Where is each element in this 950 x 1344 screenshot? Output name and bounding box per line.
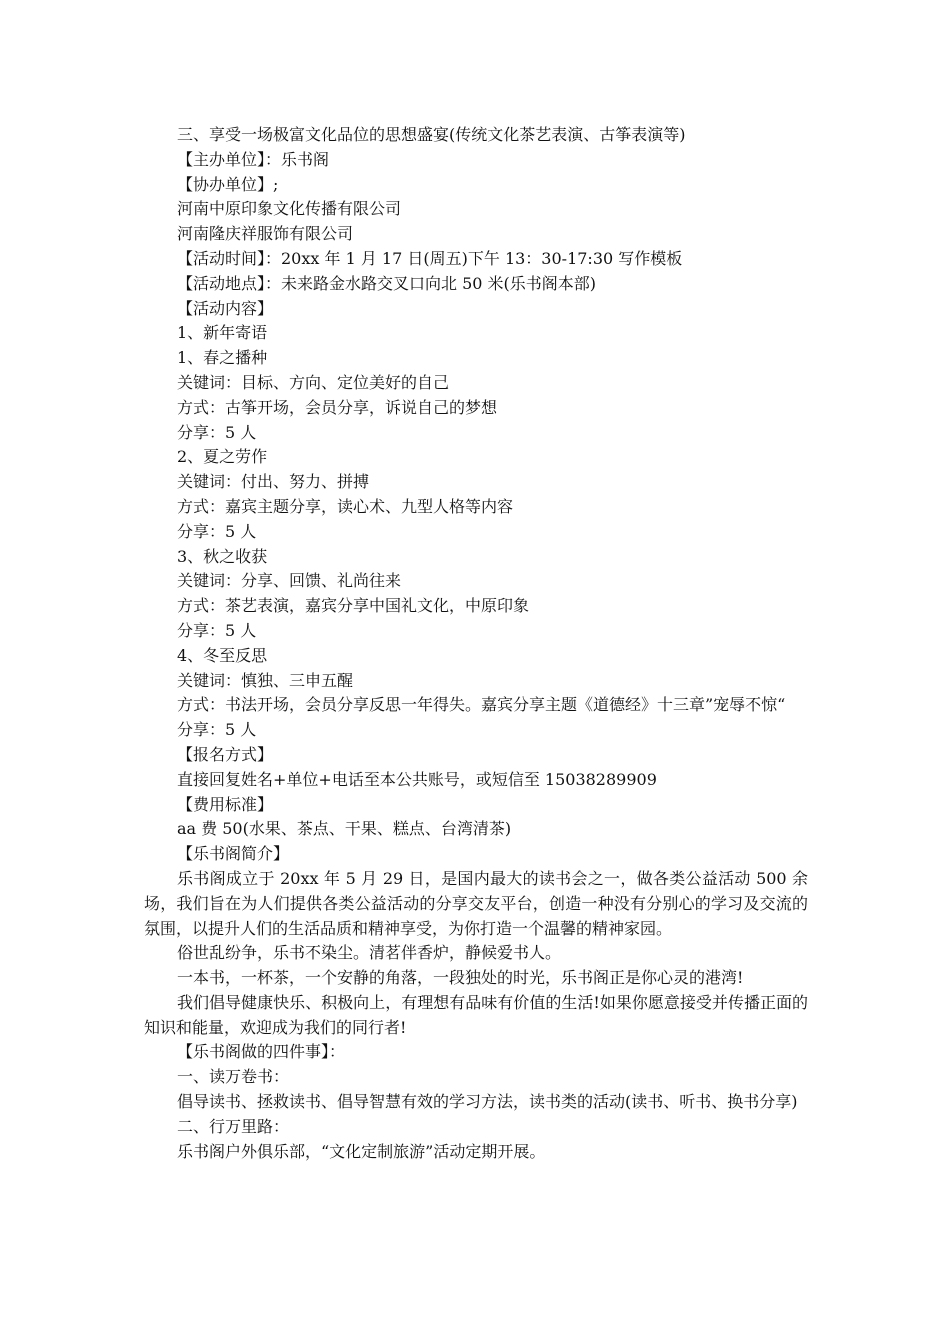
text-line: 【活动时间】：20xx 年 1 月 17 日(周五)下午 13：30-17:30 写作模板 <box>177 248 683 268</box>
text-line: 关键词：慎独、三申五醒 <box>177 670 354 690</box>
text-line: 河南隆庆祥服饰有限公司 <box>177 224 354 244</box>
text-line: 2、夏之劳作 <box>177 447 268 467</box>
text-line: 直接回复姓名+单位+电话至本公共账号，或短信至 15038289909 <box>177 769 657 789</box>
text-line: 方式：茶艺表演，嘉宾分享中国礼文化，中原印象 <box>177 596 530 616</box>
text-line: 关键词：付出、努力、拼搏 <box>177 472 370 492</box>
text-line: 三、享受一场极富文化品位的思想盛宴(传统文化茶艺表演、古筝表演等) <box>177 125 686 144</box>
text-line: 1、新年寄语 <box>177 323 268 343</box>
document-page <box>144 123 808 1164</box>
text-line: 河南中原印象文化传播有限公司 <box>177 199 402 219</box>
text-line: 二、行万里路： <box>177 1116 290 1136</box>
motto-paragraph: 俗世乱纷争，乐书不染尘。清茗伴香炉，静候爱书人。 <box>177 943 562 963</box>
text-line: 分享：5 人 <box>177 422 257 442</box>
reading-paragraph: 倡导读书、拯救读书、倡导智慧有效的学习方法，读书类的活动(读书、听书、换书分享) <box>177 1092 798 1112</box>
text-line: 【协办单位】; <box>177 174 279 194</box>
winter-method-paragraph: 方式：书法开场，会员分享反思一年得失。嘉宾分享主题《道德经》十三章”宠辱不惊“ <box>177 695 786 715</box>
text-line: 关键词：目标、方向、定位美好的自己 <box>177 372 450 392</box>
text-line: aa 费 50(水果、茶点、干果、糕点、台湾清茶) <box>177 819 512 839</box>
text-line: 分享：5 人 <box>177 521 257 541</box>
section-heading: 【乐书阁简介】 <box>177 844 290 864</box>
section-heading: 【报名方式】 <box>177 744 274 764</box>
text-line: 【主办单位】：乐书阁 <box>177 149 330 169</box>
text-line: 分享：5 人 <box>177 620 257 640</box>
text-line: 乐书阁户外俱乐部，“文化定制旅游”活动定期开展。 <box>177 1141 546 1161</box>
text-line: 4、冬至反思 <box>177 645 268 665</box>
text-line: 方式：古筝开场，会员分享，诉说自己的梦想 <box>177 397 498 417</box>
text-line: 一、读万卷书： <box>177 1067 290 1087</box>
advocate-paragraph: 我们倡导健康快乐、积极向上，有理想有品味有价值的生活!如果你愿意接受并传播正面的知识和能量，欢迎成为我们的同行者! <box>144 992 808 1037</box>
text-line: 3、秋之收获 <box>177 546 268 566</box>
text-line: 1、春之播种 <box>177 348 268 368</box>
text-line: 分享：5 人 <box>177 720 257 740</box>
section-heading: 【乐书阁做的四件事】： <box>177 1042 346 1062</box>
text-line: 关键词：分享、回馈、礼尚往来 <box>177 571 402 591</box>
section-heading: 【费用标准】 <box>177 794 274 814</box>
intro-paragraph: 乐书阁成立于 20xx 年 5 月 29 日，是国内最大的读书会之一，做各类公益活动 500 余场，我们旨在为人们提供各类公益活动的分享交友平台，创造一种没有分别心的学习及交流的氛围，以提升人们的生活品质和精神享受，为你打造一个温馨的精神家园。 <box>144 868 808 938</box>
book-paragraph: 一本书，一杯茶，一个安静的角落，一段独处的时光，乐书阁正是你心灵的港湾! <box>177 968 744 988</box>
text-line: 【活动内容】 <box>177 298 274 318</box>
text-line: 【活动地点】：未来路金水路交叉口向北 50 米(乐书阁本部) <box>177 273 597 293</box>
text-line: 方式：嘉宾主题分享，读心术、九型人格等内容 <box>177 496 514 516</box>
